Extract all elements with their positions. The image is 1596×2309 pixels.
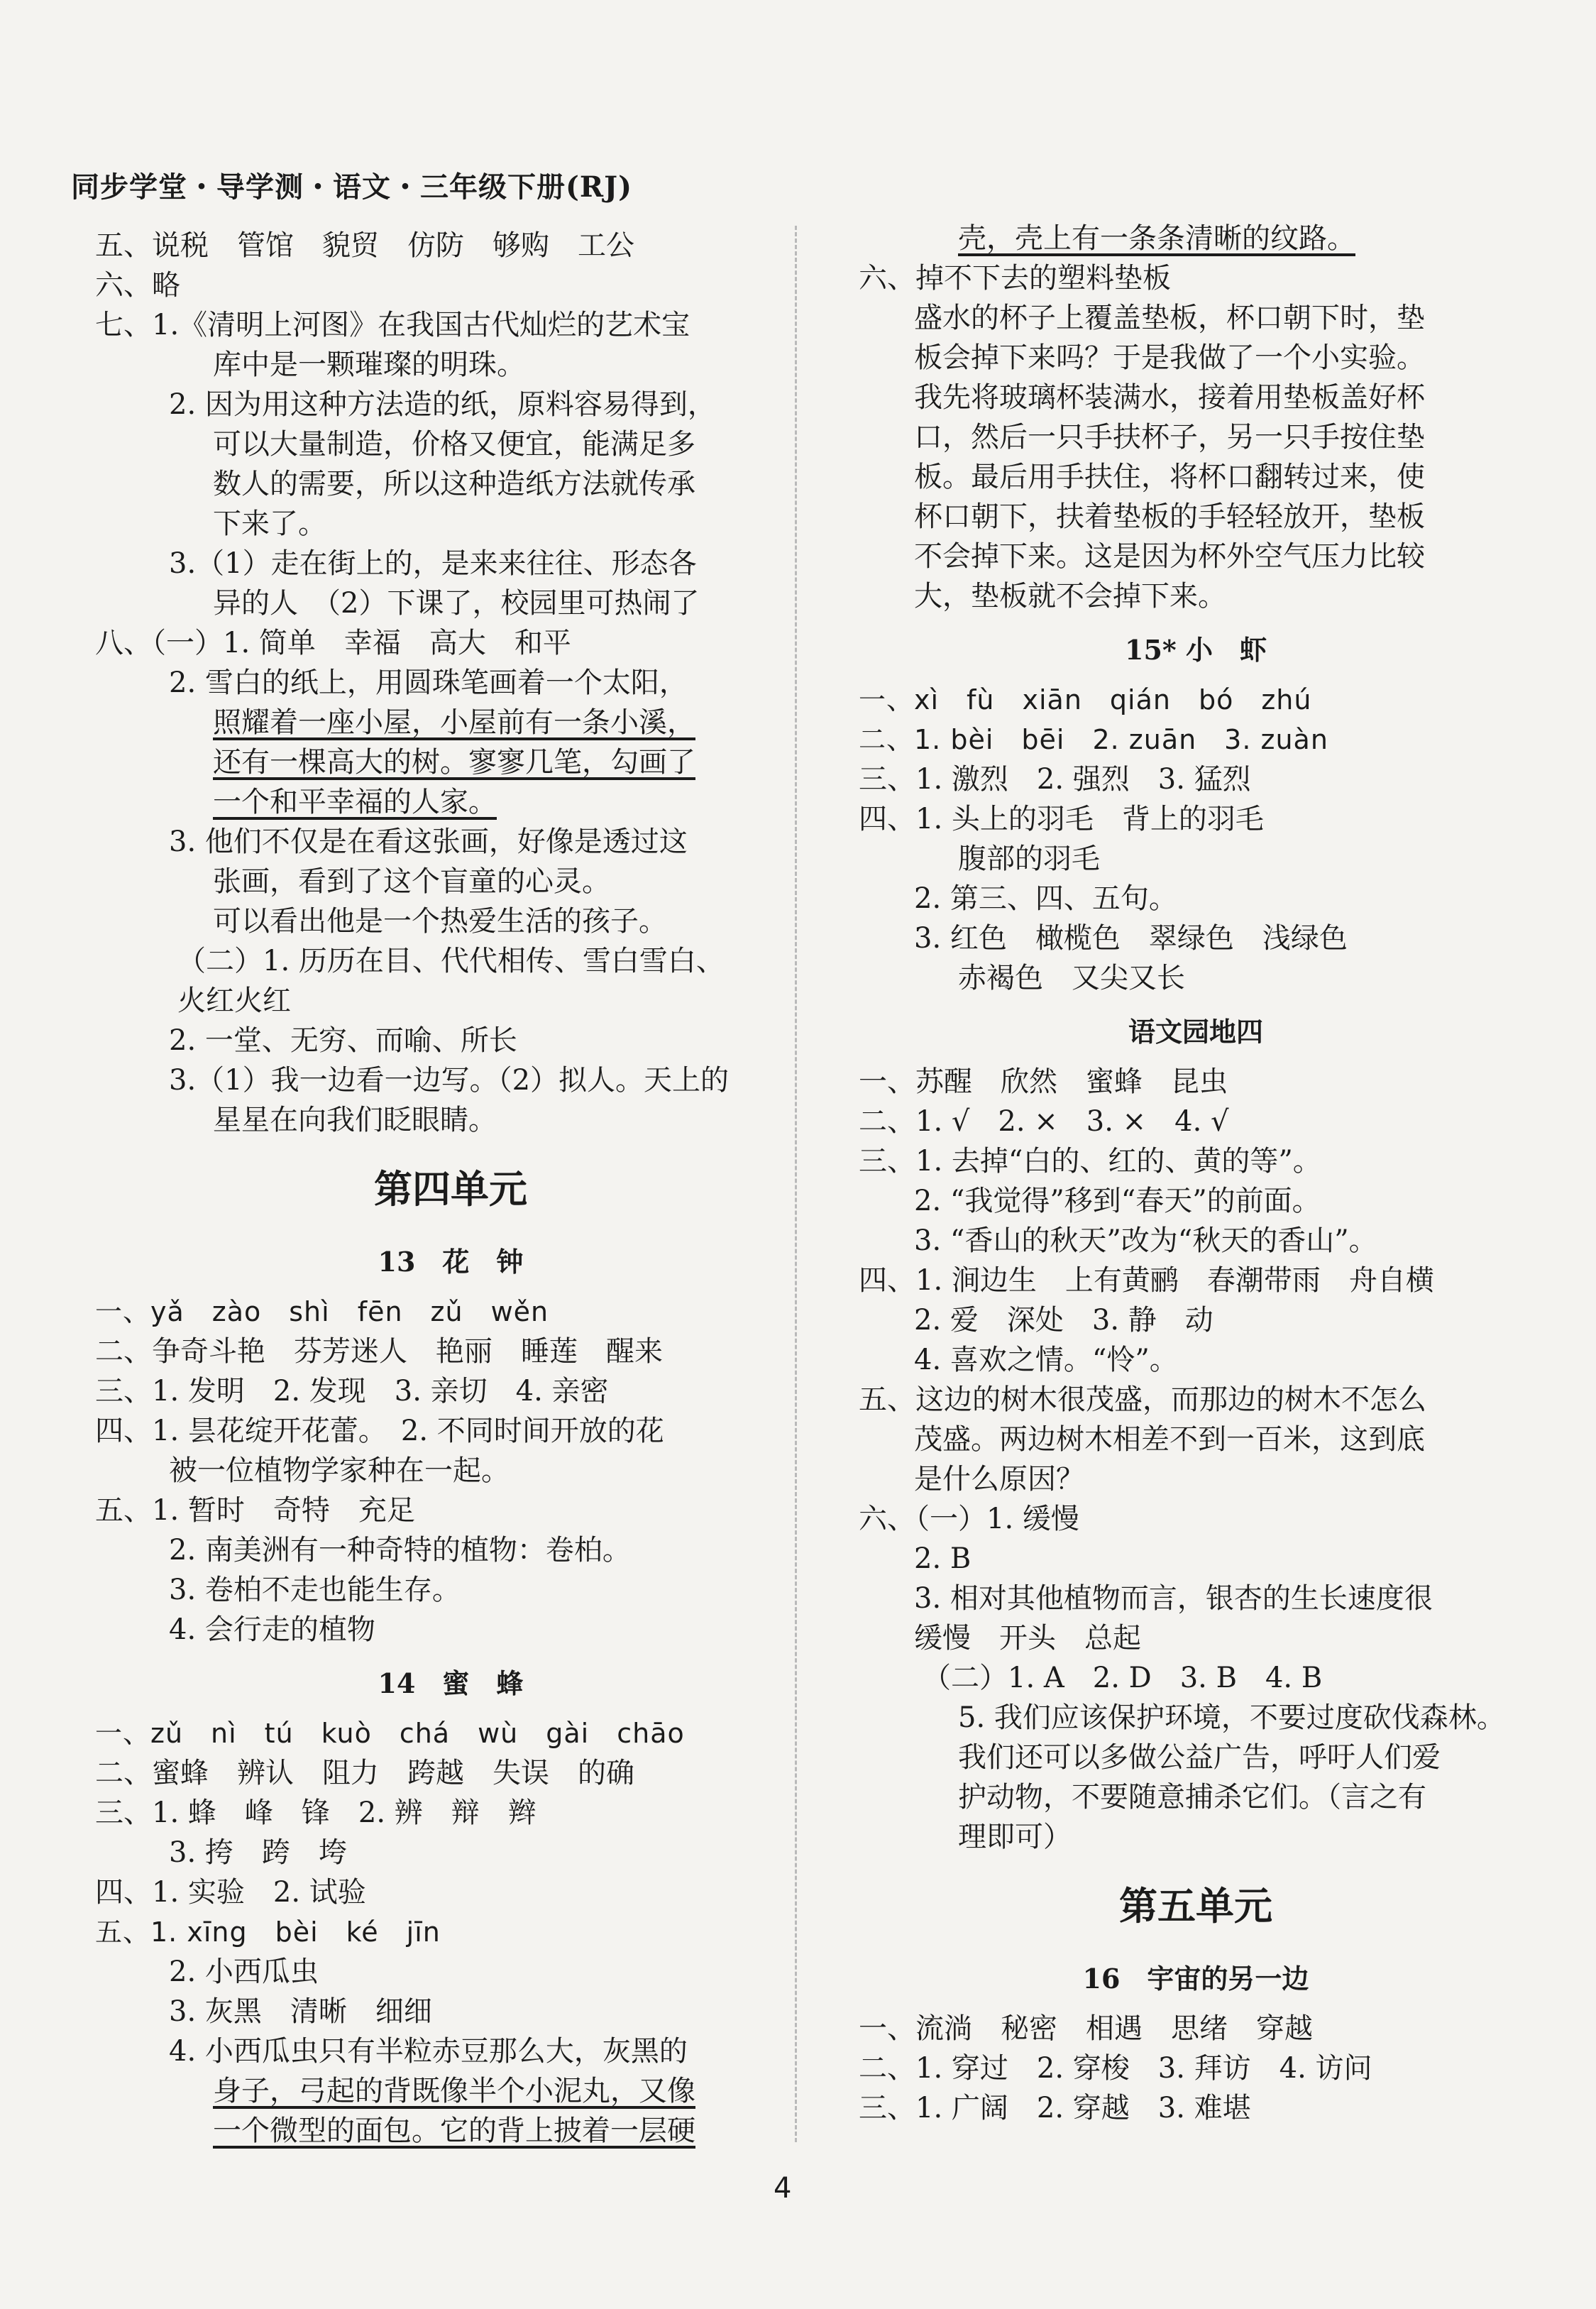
answer-line: 三、1. 广阔 2. 穿越 3. 难堪 <box>859 2092 1251 2124</box>
answer-line: 3. 相对其他植物而言，银杏的生长速度很 <box>914 1582 1433 1615</box>
answer-line: 3. 挎 跨 垮 <box>169 1836 347 1869</box>
answer-line: 缓慢 开头 总起 <box>914 1622 1141 1655</box>
unit-title: 第四单元 <box>374 1166 527 1212</box>
answer-line: 张画，看到了这个盲童的心灵。 <box>213 865 610 898</box>
answer-line: 4. 会行走的植物 <box>169 1613 375 1646</box>
answer-line: （二）1. A 2. D 3. B 4. B <box>923 1662 1323 1694</box>
answer-line: 是什么原因？ <box>914 1463 1084 1496</box>
answer-line: 二、争奇斗艳 芬芳迷人 艳丽 睡莲 醒来 <box>95 1335 663 1368</box>
lesson-title: 13 花 钟 <box>378 1246 524 1278</box>
right-column <box>859 219 1533 2128</box>
answer-line: 二、1. √ 2. × 3. × 4. √ <box>859 1105 1229 1138</box>
answer-line: 三、1. 去掉“白的、红的、黄的等”。 <box>859 1145 1321 1178</box>
answer-line: 3.（1）我一边看一边写。（2）拟人。天上的 <box>169 1064 730 1097</box>
answer-line: 三、1. 蜂 峰 锋 2. 辨 辩 辫 <box>95 1797 536 1829</box>
column-divider <box>795 226 797 2142</box>
answer-line: 一、xì fù xiān qián bó zhú <box>859 684 1312 715</box>
answer-line: 杯口朝下，扶着垫板的手轻轻放开，垫板 <box>914 500 1425 533</box>
answer-line: 四、1. 昙花绽开花蕾。 2. 不同时间开放的花 <box>95 1415 664 1447</box>
answer-line: 2. 雪白的纸上，用圆珠笔画着一个太阳， <box>169 667 688 699</box>
answer-line: 不会掉下来。这是因为杯外空气压力比较 <box>914 540 1425 573</box>
answer-line: 理即可） <box>958 1821 1072 1853</box>
answer-line: 一个和平幸福的人家。 <box>213 786 497 818</box>
answer-line: 一、yǎ zào shì fēn zǔ wěn <box>95 1296 549 1327</box>
answer-line: 3.（1）走在街上的，是来来往往、形态各 <box>169 547 697 580</box>
answer-line: 我们还可以多做公益广告，呼吁人们爱 <box>958 1741 1441 1774</box>
answer-line: 4. 喜欢之情。“怜”。 <box>914 1344 1178 1376</box>
page-number: 4 <box>774 2172 792 2205</box>
answer-line: 4. 小西瓜虫只有半粒赤豆那么大，灰黑的 <box>169 2035 688 2068</box>
answer-line: 3. 灰黑 清晰 细细 <box>169 1995 432 2028</box>
answer-line: 六、（一）1. 缓慢 <box>859 1503 1079 1535</box>
answer-line: 2. 爱 深处 3. 静 动 <box>914 1304 1213 1337</box>
answer-line: 星星在向我们眨眼睛。 <box>213 1104 497 1136</box>
answer-line: 一、苏醒 欣然 蜜蜂 昆虫 <box>859 1065 1228 1098</box>
page-header: 同步学堂・导学测・语文・三年级下册(RJ) <box>71 170 633 204</box>
answer-line: 2. B <box>914 1542 972 1575</box>
answer-line: 壳，壳上有一条条清晰的纹路。 <box>958 222 1355 255</box>
answer-line: 六、略 <box>95 269 180 302</box>
answer-line: 火红火红 <box>177 985 291 1017</box>
answer-line: 二、1. 穿过 2. 穿梭 3. 拜访 4. 访问 <box>859 2052 1372 2085</box>
answer-line: 我先将玻璃杯装满水，接着用垫板盖好杯 <box>914 381 1425 414</box>
answer-line: 三、1. 激烈 2. 强烈 3. 猛烈 <box>859 763 1251 796</box>
answer-line: 五、1. 暂时 奇特 充足 <box>95 1494 415 1527</box>
answer-line: 2. 南美洲有一种奇特的植物：卷柏。 <box>169 1534 631 1567</box>
unit-title: 第五单元 <box>1119 1883 1272 1929</box>
answer-line: 五、说税 管馆 貌贸 仿防 够购 工公 <box>95 229 634 262</box>
answer-line: 茂盛。两边树木相差不到一百米，这到底 <box>914 1423 1425 1456</box>
answer-line: 2. 因为用这种方法造的纸，原料容易得到， <box>169 388 716 421</box>
answer-line: 可以大量制造，价格又便宜，能满足多 <box>213 428 695 461</box>
section-title: 语文园地四 <box>1128 1016 1263 1048</box>
answer-line: 五、这边的树木很茂盛，而那边的树木不怎么 <box>859 1383 1426 1416</box>
answer-line: 5. 我们应该保护环境，不要过度砍伐森林。 <box>958 1701 1505 1734</box>
answer-line: 二、1. bèi bēi 2. zuān 3. zuàn <box>859 724 1328 755</box>
answer-line: 2. 第三、四、五句。 <box>914 882 1177 915</box>
answer-line: 照耀着一座小屋，小屋前有一条小溪， <box>213 706 695 739</box>
left-column <box>95 226 788 2151</box>
answer-line: 2. 小西瓜虫 <box>169 1956 319 1988</box>
answer-line: 赤褐色 又尖又长 <box>958 962 1185 994</box>
answer-line: 六、掉不下去的塑料垫板 <box>859 262 1171 295</box>
answer-line: 异的人 （2）下课了，校园里可热闹了 <box>213 587 700 620</box>
lesson-title: 16 宇宙的另一边 <box>1082 1963 1309 1995</box>
answer-line: 板。最后用手扶住，将杯口翻转过来，使 <box>914 461 1425 493</box>
lesson-title: 15* 小 虾 <box>1125 634 1267 666</box>
answer-line: 库中是一颗璀璨的明珠。 <box>213 349 525 381</box>
answer-line: 数人的需要，所以这种造纸方法就传承 <box>213 468 695 500</box>
answer-line: 盛水的杯子上覆盖垫板，杯口朝下时，垫 <box>914 302 1425 334</box>
answer-line: 下来了。 <box>213 508 326 540</box>
answer-line: 二、蜜蜂 辨认 阻力 跨越 失误 的确 <box>95 1757 634 1789</box>
answer-line: 3. 红色 橄榄色 翠绿色 浅绿色 <box>914 922 1348 955</box>
answer-line: 腹部的羽毛 <box>958 843 1100 875</box>
answer-line: 八、（一）1. 简单 幸福 高大 和平 <box>95 627 571 659</box>
answer-line: 护动物，不要随意捕杀它们。（言之有 <box>958 1781 1426 1814</box>
answer-line: 2. “我觉得”移到“春天”的前面。 <box>914 1185 1321 1217</box>
answer-line: 大，垫板就不会掉下来。 <box>914 580 1226 613</box>
answer-line: 三、1. 发明 2. 发现 3. 亲切 4. 亲密 <box>95 1375 609 1408</box>
answer-line: 一个微型的面包。它的背上披着一层硬 <box>213 2115 695 2147</box>
answer-line: 3. 他们不仅是在看这张画，好像是透过这 <box>169 826 688 858</box>
answer-line: 七、1.《清明上河图》在我国古代灿烂的艺术宝 <box>95 309 690 341</box>
answer-line: 板会掉下来吗？于是我做了一个小实验。 <box>914 341 1425 374</box>
answer-line: 身子，弓起的背既像半个小泥丸，又像 <box>213 2075 695 2107</box>
answer-line: 3. 卷柏不走也能生存。 <box>169 1574 461 1606</box>
answer-line: 一、zǔ nì tú kuò chá wù gài chāo <box>95 1718 685 1749</box>
answer-line: 可以看出他是一个热爱生活的孩子。 <box>213 905 667 938</box>
answer-line: 五、1. xīng bèi ké jīn <box>95 1916 441 1948</box>
answer-line: 口，然后一只手扶杯子，另一只手按住垫 <box>914 421 1425 454</box>
answer-line: 四、1. 实验 2. 试验 <box>95 1876 366 1909</box>
answer-line: 四、1. 涧边生 上有黄鹂 春潮带雨 舟自横 <box>859 1264 1434 1297</box>
answer-line: 被一位植物学家种在一起。 <box>169 1454 510 1487</box>
answer-line: 还有一棵高大的树。寥寥几笔，勾画了 <box>213 746 695 779</box>
lesson-title: 14 蜜 蜂 <box>378 1667 524 1699</box>
answer-line: 一、流淌 秘密 相遇 思绪 穿越 <box>859 2012 1313 2045</box>
answer-line: 3. “香山的秋天”改为“秋天的香山”。 <box>914 1224 1377 1257</box>
answer-line: 2. 一堂、无穷、而喻、所长 <box>169 1024 517 1057</box>
answer-line: （二）1. 历历在目、代代相传、雪白雪白、 <box>177 945 725 977</box>
answer-line: 四、1. 头上的羽毛 背上的羽毛 <box>859 803 1264 835</box>
